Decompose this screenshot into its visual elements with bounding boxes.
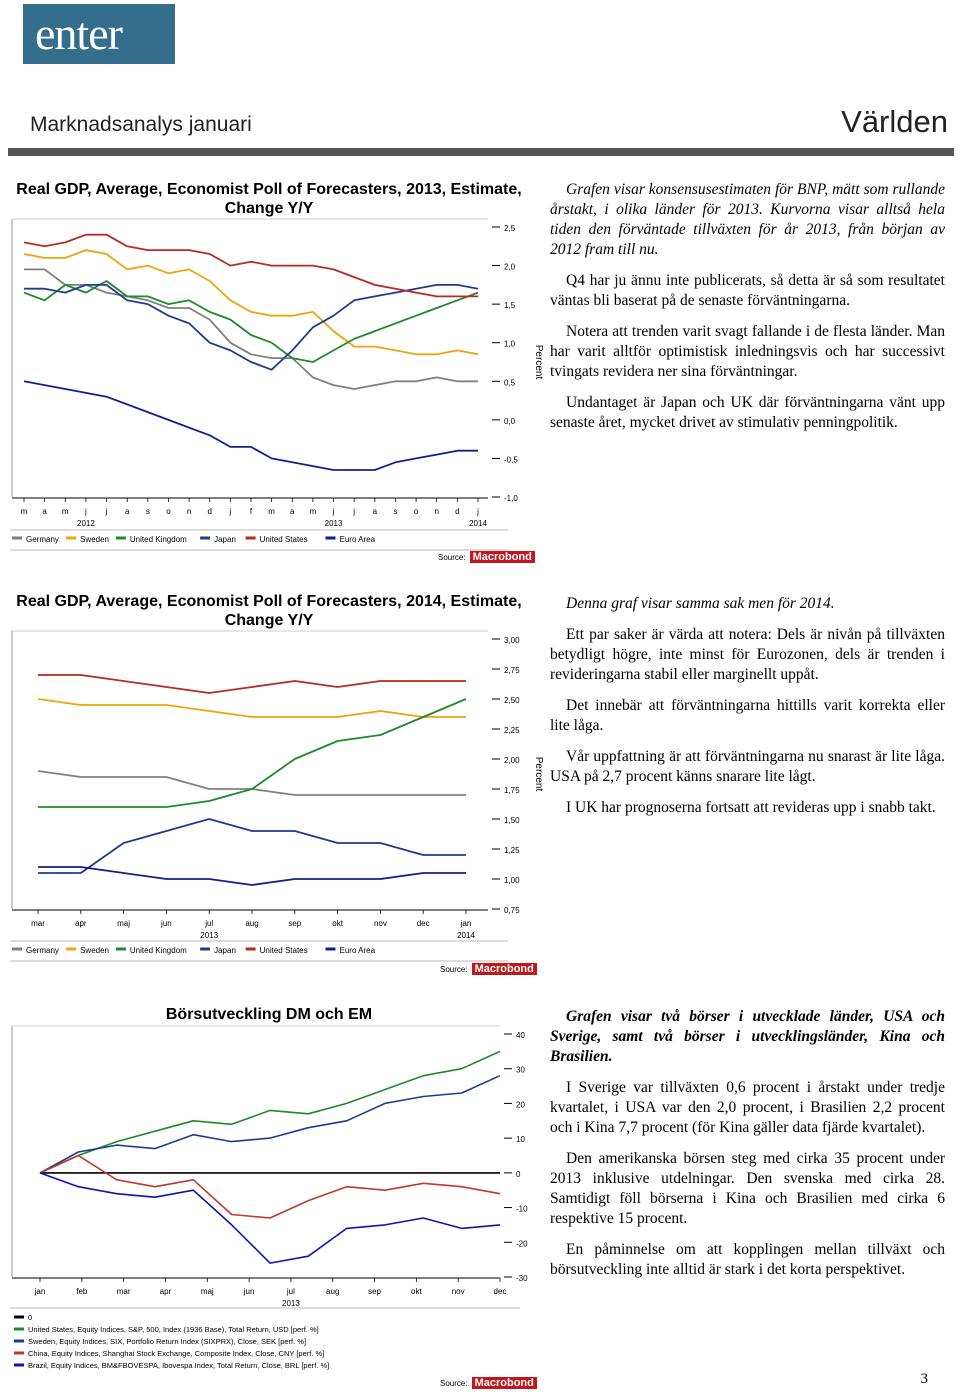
y-tick-label: -0,5 xyxy=(504,455,518,465)
chart1 xyxy=(0,210,544,570)
x-tick-label: mar xyxy=(116,1287,131,1296)
legend-label: Brazil, Equity Indices, BM&FBOVESPA, Ibovespa Index, Total Return, Close, BRL [perf. %] xyxy=(28,1361,330,1370)
chart2-text xyxy=(550,594,945,829)
x-year-label: 2014 xyxy=(469,519,487,528)
x-tick-label: jun xyxy=(243,1287,255,1296)
x-year-label: 2014 xyxy=(457,931,475,940)
x-tick-label: j xyxy=(229,507,232,516)
x-tick-label: mar xyxy=(31,919,45,928)
x-tick-label: j xyxy=(85,507,87,516)
legend-label: China, Equity Indices, Shanghai Stock Exchange, Composite Index, Close, CNY [perf. %] xyxy=(28,1349,325,1358)
x-tick-label: aug xyxy=(245,919,259,928)
x-tick-label: j xyxy=(105,507,108,516)
y-axis-label: Percent xyxy=(533,756,544,792)
x-tick-label: a xyxy=(42,507,47,516)
x-tick-label: maj xyxy=(117,919,131,928)
chart1-para-3: Notera att trenden varit svagt fallande i de flesta länder. Man har varit alltför optimistisk inledningsvis och har successivt tvingats revidera ner sina förväntningar. xyxy=(550,323,945,380)
y-tick-label: -30 xyxy=(516,1274,528,1283)
enter-logo: enter xyxy=(23,4,175,64)
x-tick-label: dec xyxy=(416,919,430,928)
chart3-para-4: En påminnelse om att kopplingen mellan tillväxt och börsutveckling inte alltid är stark i det korta perspektivet. xyxy=(550,1241,945,1278)
y-tick-label: 1,75 xyxy=(504,786,520,795)
series-line xyxy=(40,1076,500,1173)
x-tick-label: a xyxy=(372,507,378,516)
chart1-para-4: Undantaget är Japan och UK där förväntningarna vänt upp senaste året, mycket drivet av stimulativ penningpolitik. xyxy=(550,394,945,431)
chart3-source: Source: Macrobond xyxy=(440,1377,537,1389)
x-tick-label: jul xyxy=(205,919,214,928)
y-tick-label: 20 xyxy=(516,1100,525,1110)
series-line xyxy=(38,867,466,885)
chart1-source: Source: Macrobond xyxy=(438,551,535,563)
series-line xyxy=(38,675,466,693)
legend-label: United States, Equity Indices, S&P, 500, Index (1936 Base), Total Return, USD [perf. %] xyxy=(28,1325,319,1334)
y-tick-label: -1,0 xyxy=(504,494,518,503)
x-tick-label: m xyxy=(20,507,28,516)
legend-label: Sweden, Equity Indices, SIX, Portfolio Return Index (SIXPRX), Close, SEK [perf. %] xyxy=(28,1337,307,1346)
legend-label: Sweden xyxy=(80,946,110,955)
series-line xyxy=(40,1051,500,1173)
region-title: Världen xyxy=(841,104,948,139)
x-tick-label: s xyxy=(145,507,150,516)
x-tick-label: sep xyxy=(368,1287,381,1296)
legend-label: Euro Area xyxy=(339,535,376,544)
legend-label: Germany xyxy=(26,535,59,544)
y-tick-label: 2,50 xyxy=(504,696,520,705)
y-tick-label: 1,5 xyxy=(504,301,516,311)
chart2-source: Source: Macrobond xyxy=(440,963,537,975)
y-tick-label: 1,00 xyxy=(504,876,520,885)
x-tick-label: d xyxy=(455,507,460,516)
chart1-text xyxy=(550,180,945,444)
x-tick-label: n xyxy=(434,507,439,516)
x-tick-label: maj xyxy=(200,1287,214,1296)
x-tick-label: m xyxy=(268,507,275,516)
x-tick-label: jan xyxy=(460,919,472,928)
chart3-para-1: Grafen visar två börser i utvecklade länder, USA och Sverige, samt två börser i utvecklingsländer, Kina och Brasilien. xyxy=(550,1008,945,1065)
x-tick-label: sep xyxy=(288,919,302,928)
x-tick-label: nov xyxy=(373,919,387,928)
x-tick-label: jan xyxy=(34,1287,46,1296)
x-tick-label: d xyxy=(207,507,212,516)
x-tick-label: n xyxy=(186,507,192,516)
x-tick-label: s xyxy=(393,507,398,516)
chart3-title: Börsutveckling DM och EM xyxy=(165,1006,373,1023)
y-tick-label: 2,00 xyxy=(504,756,520,765)
legend-label: Germany xyxy=(26,946,59,955)
y-tick-label: 3,00 xyxy=(504,636,520,645)
y-tick-label: 2,75 xyxy=(504,666,520,675)
y-tick-label: 0,75 xyxy=(504,906,520,915)
chart2-para-4: Vår uppfattning är att förväntningarna nu snarast är lite låga. USA på 2,7 procent känns snarare lite lågt. xyxy=(550,748,945,785)
x-tick-label: okt xyxy=(411,1287,422,1296)
x-tick-label: j xyxy=(353,507,356,516)
page-subtitle: Marknadsanalys januari xyxy=(30,113,252,136)
y-tick-label: 2,0 xyxy=(504,262,516,272)
x-tick-label: f xyxy=(249,507,253,516)
y-tick-label: -10 xyxy=(516,1204,528,1214)
x-year-label: 2013 xyxy=(200,931,219,940)
x-tick-label: nov xyxy=(451,1287,465,1296)
x-tick-label: m xyxy=(309,507,317,516)
x-year-label: 2013 xyxy=(282,1299,300,1308)
x-tick-label: a xyxy=(290,507,295,516)
chart3-para-2: I Sverige var tillväxten 0,6 procent i årstakt under tredje kvartalet, i USA var den 2,0 procent, i Brasilien 2,2 procent och i Kina 7,7 procent (för Kina gäller data fjärde kvartalet). xyxy=(550,1079,945,1136)
chart3 xyxy=(0,1020,540,1392)
x-year-label: 2013 xyxy=(324,519,343,528)
x-tick-label: apr xyxy=(159,1287,172,1296)
legend-label: United States xyxy=(259,535,308,544)
y-tick-label: 1,0 xyxy=(504,339,516,349)
x-tick-label: apr xyxy=(75,919,87,928)
y-tick-label: -20 xyxy=(516,1239,528,1249)
x-tick-label: jul xyxy=(286,1287,295,1296)
legend-label: Sweden xyxy=(80,535,110,544)
legend-label: 0 xyxy=(28,1313,33,1322)
legend-label: Euro Area xyxy=(339,946,376,955)
chart1-para-2: Q4 har ju ännu inte publicerats, så detta är så som resultatet väntas bli baserat på de senaste förväntningarna. xyxy=(550,272,945,309)
series-line xyxy=(24,250,478,354)
x-tick-label: jun xyxy=(161,919,172,928)
series-line xyxy=(38,771,466,795)
x-tick-label: feb xyxy=(76,1287,88,1296)
legend-label: Japan xyxy=(214,535,236,544)
x-tick-label: o xyxy=(413,507,419,516)
x-year-label: 2012 xyxy=(77,519,95,528)
chart3-text xyxy=(550,1007,945,1291)
y-tick-label: 40 xyxy=(516,1031,525,1040)
x-tick-label: j xyxy=(332,507,335,516)
series-line xyxy=(24,269,478,389)
chart1-para-1: Grafen visar konsensusestimaten för BNP, mätt som rullande årstakt, i olika länder för 2013. Kurvorna visar alltså hela tiden den förväntade tillväxten för år 2013, från början av 2012 fram till nu. xyxy=(550,181,945,258)
y-axis-label: Percent xyxy=(533,344,544,380)
legend-label: United Kingdom xyxy=(129,535,187,544)
y-tick-label: 30 xyxy=(516,1065,525,1075)
y-tick-label: 1,25 xyxy=(504,846,520,855)
y-tick-label: 1,50 xyxy=(504,816,520,825)
y-tick-label: 2,5 xyxy=(504,224,516,233)
x-tick-label: m xyxy=(61,507,69,516)
x-tick-label: dec xyxy=(493,1287,507,1296)
series-line xyxy=(24,381,478,470)
chart2-title: Real GDP, Average, Economist Poll of Forecasters, 2014, Estimate, Change Y/Y xyxy=(16,593,522,629)
legend-label: United Kingdom xyxy=(129,946,187,955)
y-tick-label: 0,5 xyxy=(504,378,516,388)
header-divider xyxy=(8,148,954,156)
x-tick-label: j xyxy=(477,507,479,516)
series-line xyxy=(40,1156,500,1219)
chart2 xyxy=(0,622,544,982)
chart2-para-3: Det innebär att förväntningarna hittills varit korrekta eller lite låga. xyxy=(550,697,945,734)
chart2-para-2: Ett par saker är värda att notera: Dels är nivån på tillväxten betydligt högre, inte minst för Eurozonen, dels är trenden i revideringarna stabil eller marginellt uppåt. xyxy=(550,626,945,683)
series-line xyxy=(38,819,466,873)
chart2-para-1: Denna graf visar samma sak men för 2014. xyxy=(566,595,835,612)
chart2-para-5: I UK har prognoserna fortsatt att revideras upp i snabb takt. xyxy=(566,799,936,816)
series-line xyxy=(24,281,478,362)
y-tick-label: 0,0 xyxy=(504,416,516,426)
x-tick-label: okt xyxy=(332,919,343,928)
page-number: 3 xyxy=(920,1371,928,1387)
y-tick-label: 2,25 xyxy=(504,726,520,735)
series-line xyxy=(38,699,466,717)
legend-label: Japan xyxy=(214,946,236,955)
series-line xyxy=(38,699,466,807)
x-tick-label: aug xyxy=(326,1287,340,1296)
legend-label: United States xyxy=(259,946,308,955)
chart3-para-3: Den amerikanska börsen steg med cirka 35 procent under 2013 inklusive utdelningar. Den svenska med cirka 28. Samtidigt föll börserna i Kina och Brasilien med cirka 6 respektive 15 procent. xyxy=(550,1150,945,1227)
series-line xyxy=(24,285,478,370)
y-tick-label: 0 xyxy=(516,1169,521,1179)
chart1-title: Real GDP, Average, Economist Poll of Forecasters, 2013, Estimate, Change Y/Y xyxy=(16,181,522,217)
x-tick-label: o xyxy=(166,507,171,516)
y-tick-label: 10 xyxy=(516,1135,525,1145)
x-tick-label: a xyxy=(124,507,130,516)
